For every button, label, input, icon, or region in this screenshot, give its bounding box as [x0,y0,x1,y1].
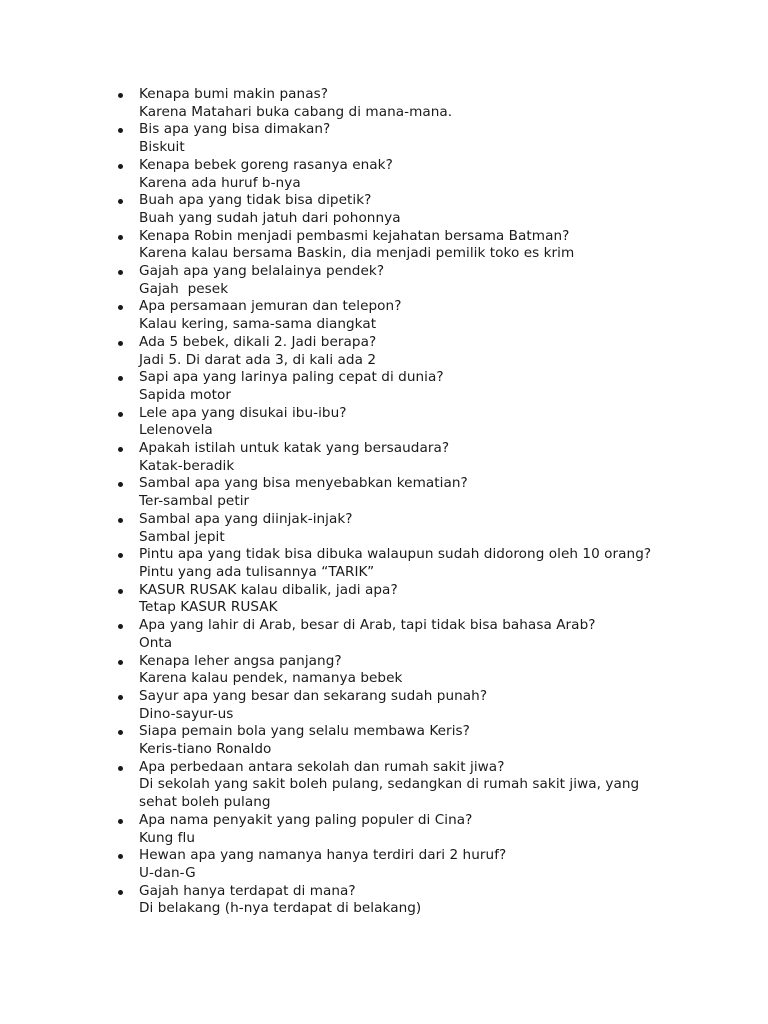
list-item [139,157,699,192]
question-text: Apakah istilah untuk katak yang bersaudara? [139,440,450,457]
bullet-icon [118,890,123,895]
list-item [139,653,699,688]
question-text: Gajah hanya terdapat di mana? [139,882,356,899]
question-text: Sambal apa yang bisa menyebabkan kematian? [139,475,468,492]
bullet-icon [118,412,123,417]
list-item [139,883,699,918]
question-text: Hewan apa yang namanya hanya terdiri dari 2 huruf? [139,847,507,864]
question-text: Apa persamaan jemuran dan telepon? [139,298,402,315]
bullet-icon [118,376,123,381]
list-item [139,86,699,121]
list-item [139,847,699,882]
answer-text: U-dan-G [139,864,196,881]
bullet-icon [118,819,123,824]
answer-text: Gajah pesek [139,280,229,297]
list-item [139,263,699,298]
bullet-icon [118,695,123,700]
riddle-list [139,86,699,918]
question-text: Buah apa yang tidak bisa dipetik? [139,192,372,209]
answer-text: Di sekolah yang sakit boleh pulang, sedangkan di rumah sakit jiwa, yang sehat boleh pulang [139,776,640,811]
answer-text: Keris-tiano Ronaldo [139,741,272,758]
question-text: Kenapa leher angsa panjang? [139,652,342,669]
answer-text: Karena kalau pendek, namanya bebek [139,670,403,687]
bullet-icon [118,854,123,859]
answer-text: Jadi 5. Di darat ada 3, di kali ada 2 [139,351,377,368]
bullet-icon [118,447,123,452]
bullet-icon [118,553,123,558]
question-text: Sayur apa yang besar dan sekarang sudah punah? [139,687,488,704]
question-text: Apa yang lahir di Arab, besar di Arab, tapi tidak bisa bahasa Arab? [139,617,596,634]
question-text: Sambal apa yang diinjak-injak? [139,510,353,527]
answer-text: Dino-sayur-us [139,705,234,722]
bullet-icon [118,482,123,487]
list-item [139,369,699,404]
bullet-icon [118,235,123,240]
list-item [139,546,699,581]
answer-text: Kung flu [139,829,195,846]
list-item [139,511,699,546]
bullet-icon [118,270,123,275]
bullet-icon [118,341,123,346]
answer-text: Onta [139,634,173,651]
answer-text: Pintu yang ada tulisannya “TARIK” [139,563,375,580]
answer-text: Buah yang sudah jatuh dari pohonnya [139,209,401,226]
bullet-icon [118,128,123,133]
question-text: Kenapa bebek goreng rasanya enak? [139,156,393,173]
list-item [139,228,699,263]
bullet-icon [118,660,123,665]
answer-text: Ter-sambal petir [139,493,250,510]
bullet-icon [118,518,123,523]
question-text: Bis apa yang bisa dimakan? [139,121,331,138]
bullet-icon [118,766,123,771]
list-item [139,192,699,227]
question-text: Sapi apa yang larinya paling cepat di dunia? [139,369,444,386]
answer-text: Biskuit [139,139,185,156]
list-item [139,582,699,617]
answer-text: Di belakang (h-nya terdapat di belakang) [139,900,422,917]
bullet-icon [118,624,123,629]
list-item [139,298,699,333]
question-text: Kenapa bumi makin panas? [139,86,328,102]
bullet-icon [118,589,123,594]
question-text: Ada 5 bebek, dikali 2. Jadi berapa? [139,333,377,350]
list-item [139,688,699,723]
question-text: Apa perbedaan antara sekolah dan rumah sakit jiwa? [139,758,505,775]
list-item [139,405,699,440]
question-text: Pintu apa yang tidak bisa dibuka walaupun sudah didorong oleh 10 orang? [139,546,652,563]
answer-text: Lelenovela [139,422,213,439]
answer-text: Tetap KASUR RUSAK [139,599,278,616]
answer-text: Katak-beradik [139,457,235,474]
answer-text: Karena Matahari buka cabang di mana-mana. [139,103,453,120]
question-text: Gajah apa yang belalainya pendek? [139,263,385,280]
question-text: Apa nama penyakit yang paling populer di Cina? [139,811,473,828]
list-item [139,723,699,758]
answer-text: Karena kalau bersama Baskin, dia menjadi pemilik toko es krim [139,245,575,262]
list-item [139,440,699,475]
answer-text: Sambal jepit [139,528,225,545]
question-text: Siapa pemain bola yang selalu membawa Keris? [139,723,470,740]
list-item [139,334,699,369]
list-item [139,617,699,652]
question-text: KASUR RUSAK kalau dibalik, jadi apa? [139,581,398,598]
bullet-icon [118,199,123,204]
answer-text: Kalau kering, sama-sama diangkat [139,316,377,333]
answer-text: Sapida motor [139,386,232,403]
list-item [139,475,699,510]
bullet-icon [118,305,123,310]
bullet-icon [118,93,123,98]
question-text: Lele apa yang disukai ibu-ibu? [139,404,347,421]
bullet-icon [118,164,123,169]
list-item [139,121,699,156]
question-text: Kenapa Robin menjadi pembasmi kejahatan bersama Batman? [139,227,570,244]
bullet-icon [118,730,123,735]
list-item [139,759,699,812]
answer-text: Karena ada huruf b-nya [139,174,301,191]
list-item [139,812,699,847]
